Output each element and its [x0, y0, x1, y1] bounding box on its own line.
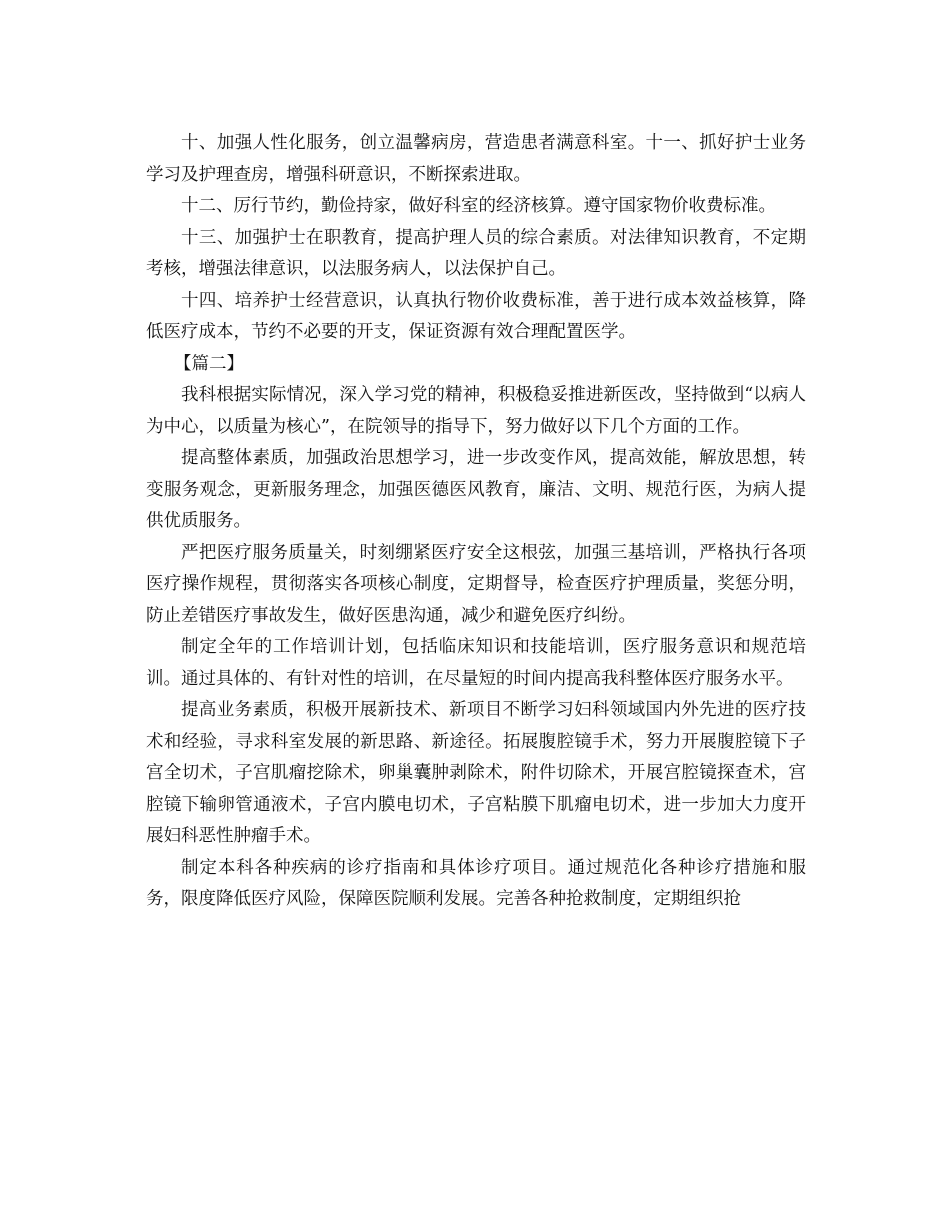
- paragraph: 制定全年的工作培训计划，包括临床知识和技能培训，医疗服务意识和规范培训。通过具体的、有针对性的培训，在尽量短的时间内提高我科整体医疗服务水平。: [146, 637, 806, 689]
- paragraph: 严把医疗服务质量关，时刻绷紧医疗安全这根弦，加强三基培训，严格执行各项医疗操作规程，贯彻落实各项核心制度，定期督导，检查医疗护理质量，奖惩分明，防止差错医疗事故发生，做好医患沟通，减少和避免医疗纠纷。: [146, 542, 806, 626]
- paragraph: 提高整体素质，加强政治思想学习，进一步改变作风，提高效能，解放思想，转变服务观念，更新服务理念，加强医德医风教育，廉洁、文明、规范行医，为病人提供优质服务。: [146, 448, 806, 531]
- paragraph: 十四、培养护士经营意识，认真执行物价收费标准，善于进行成本效益核算，降低医疗成本，节约不必要的开支，保证资源有效合理配置医学。: [146, 290, 806, 342]
- section-heading: 【篇二】: [174, 353, 244, 374]
- paragraph: 十二、厉行节约，勤俭持家，做好科室的经济核算。遵守国家物价收费标准。: [181, 196, 776, 216]
- paragraph: 十、加强人性化服务，创立温馨病房，营造患者满意科室。十一、抓好护士业务学习及护理查房，增强科研意识，不断探索进取。: [146, 133, 806, 185]
- paragraph: 我科根据实际情况，深入学习党的精神，积极稳妥推进新医改，坚持做到“以病人为中心，以质量为核心”，在院领导的指导下，努力做好以下几个方面的工作。: [146, 385, 806, 437]
- document-body: [146, 128, 806, 916]
- paragraph: 制定本科各种疾病的诊疗指南和具体诊疗项目。通过规范化各种诊疗措施和服务，限度降低医疗风险，保障医院顺利发展。完善各种抢救制度，定期组织抢: [146, 857, 806, 909]
- paragraph: 提高业务素质，积极开展新技术、新项目不断学习妇科领域国内外先进的医疗技术和经验，寻求科室发展的新思路、新途径。拓展腹腔镜手术，努力开展腹腔镜下子宫全切术，子宫肌瘤挖除术，卵巢囊肿剥除术，附件切除术，开展宫腔镜探查术，宫腔镜下输卵管通液术，子宫内膜电切术，子宫粘膜下肌瘤电切术，进一步加大力度开展妇科恶性肿瘤手术。: [146, 700, 806, 846]
- paragraph: 十三、加强护士在职教育，提高护理人员的综合素质。对法律知识教育，不定期考核，增强法律意识，以法服务病人，以法保护自己。: [146, 227, 806, 279]
